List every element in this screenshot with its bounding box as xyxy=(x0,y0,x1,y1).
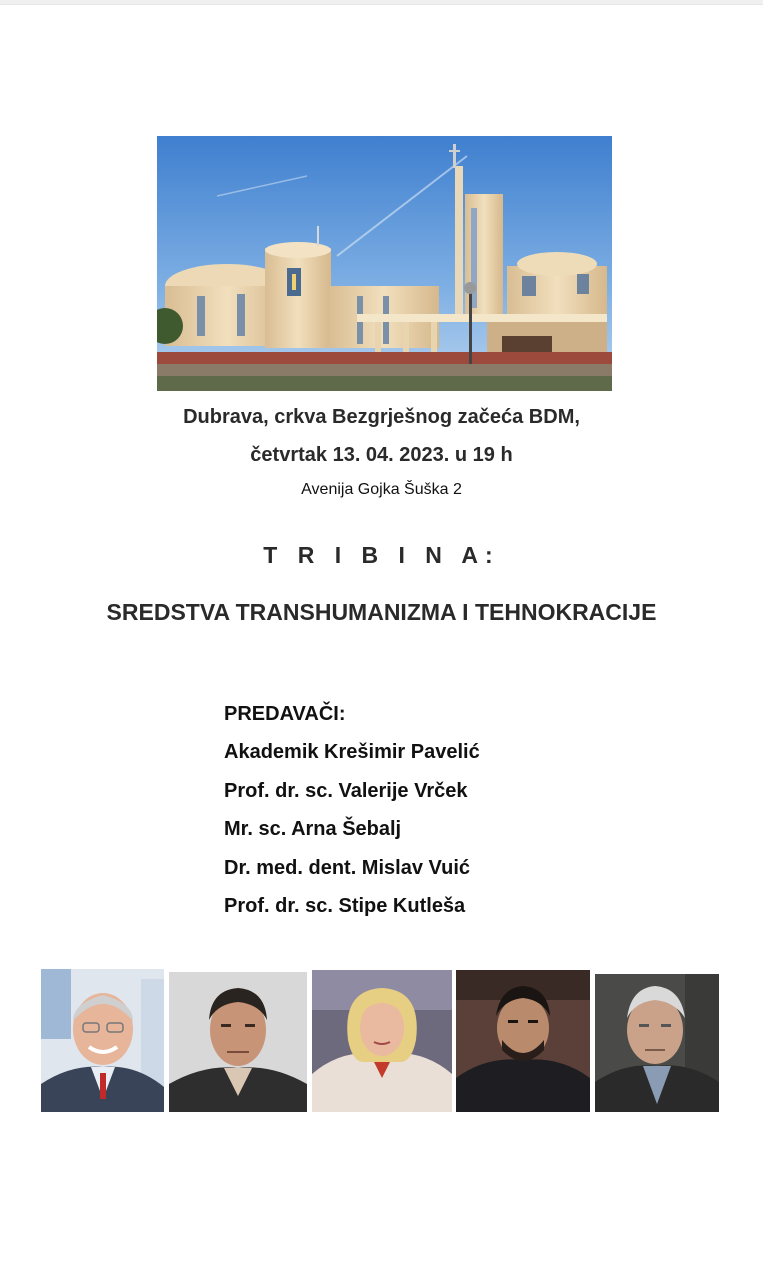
speaker-name: Dr. med. dent. Mislav Vuić xyxy=(224,856,470,879)
speaker-portrait xyxy=(312,970,452,1112)
speaker-portrait xyxy=(169,972,307,1112)
address-line: Avenija Gojka Šuška 2 xyxy=(301,481,462,498)
top-divider xyxy=(0,0,763,5)
speaker-name: Akademik Krešimir Pavelić xyxy=(224,741,480,764)
speaker-portrait xyxy=(456,970,590,1112)
speakers-list xyxy=(224,702,480,932)
speaker-portrait xyxy=(41,969,164,1112)
speaker-name: Prof. dr. sc. Stipe Kutleša xyxy=(224,894,466,917)
event-title: SREDSTVA TRANSHUMANIZMA I TEHNOKRACIJE xyxy=(106,599,657,625)
datetime-line: četvrtak 13. 04. 2023. u 19 h xyxy=(250,444,513,466)
event-type-heading: T R I B I N A: xyxy=(263,542,500,568)
church-photo xyxy=(157,136,612,391)
speaker-name: Prof. dr. sc. Valerije Vrček xyxy=(224,779,468,802)
speaker-portrait xyxy=(595,974,719,1112)
speaker-name: Mr. sc. Arna Šebalj xyxy=(224,818,402,841)
speakers-label: PREDAVAČI: xyxy=(224,703,346,725)
venue-line: Dubrava, crkva Bezgrješnog začeća BDM, xyxy=(183,406,580,428)
